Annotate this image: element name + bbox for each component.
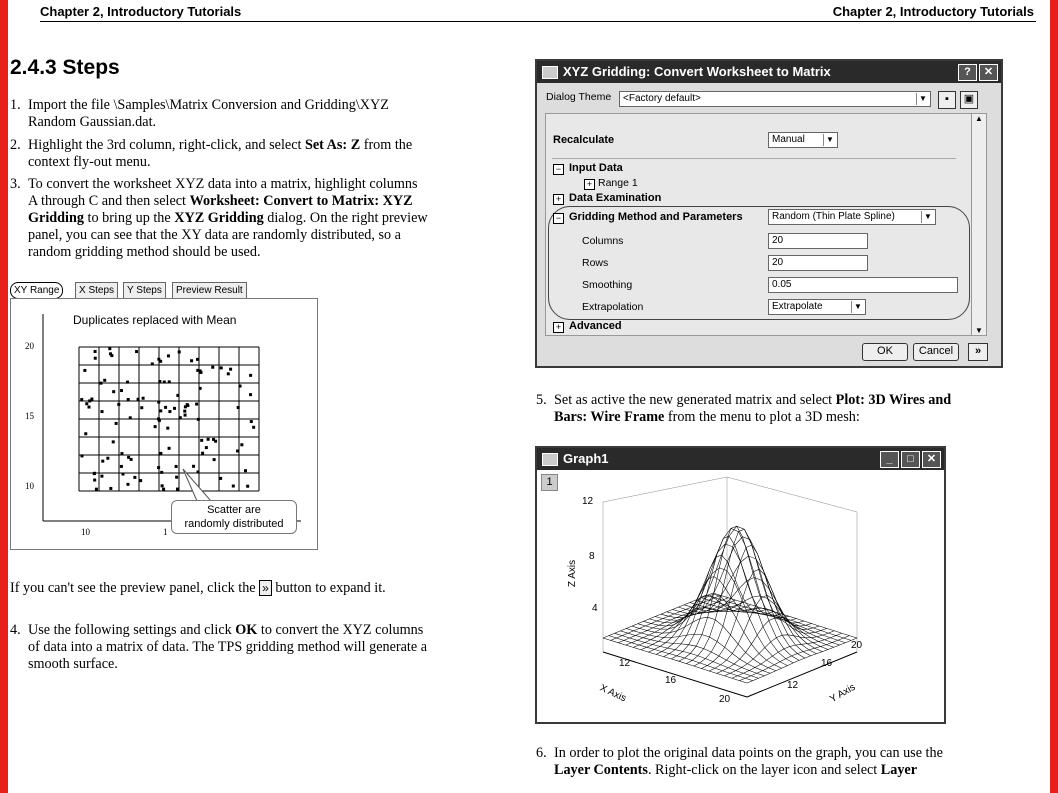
preview-ytick: 20 (25, 341, 34, 351)
z-tick: 4 (592, 603, 598, 614)
expand-node-icon[interactable]: + (553, 322, 564, 333)
header-rule (40, 21, 1036, 22)
mesh-line (667, 537, 811, 656)
theme-label: Dialog Theme (546, 91, 612, 103)
mesh-line (701, 598, 845, 643)
chevron-down-icon: ▼ (851, 301, 864, 313)
x-tick: 16 (665, 675, 677, 686)
step-1: 1. Import the file \Samples\Matrix Conversion and Gridding\XYZ Random Gaussian.dat. (10, 97, 389, 130)
graph1-window (535, 446, 946, 724)
mesh-line (739, 636, 849, 681)
expand-icon: » (259, 580, 272, 596)
expand-button[interactable]: » (968, 343, 988, 361)
columns-label: Columns (582, 235, 624, 247)
section-title: 2.4.3 Steps (10, 56, 120, 79)
help-icon[interactable]: ? (958, 64, 977, 81)
gridding-label: Gridding Method and Parameters (569, 211, 743, 223)
mesh-line (615, 633, 759, 678)
rows-input[interactable]: 20 (768, 255, 868, 271)
rows-label: Rows (582, 257, 609, 269)
window-icon (542, 66, 558, 79)
chevron-down-icon: ▼ (916, 93, 929, 105)
expand-node-icon[interactable]: + (553, 194, 564, 205)
layer-icon[interactable]: 1 (541, 474, 558, 491)
cancel-button[interactable]: Cancel (913, 343, 959, 361)
columns-input[interactable]: 20 (768, 233, 868, 249)
step-6: 6. In order to plot the original data points on the graph, you can use the Layer Contents. Right-click on the layer icon and select Layer (536, 745, 943, 778)
range1-label: Range 1 (598, 177, 638, 189)
wireframe-plot (537, 472, 940, 720)
graph-window-icon (542, 453, 558, 466)
y-tick: 16 (821, 658, 833, 669)
data-exam-label: Data Examination (569, 192, 662, 204)
close-icon[interactable]: ✕ (922, 451, 941, 468)
collapse-icon[interactable]: − (553, 213, 564, 224)
z-tick: 12 (582, 496, 594, 507)
preview-panel (10, 298, 318, 550)
header-left: Chapter 2, Introductory Tutorials (40, 4, 242, 19)
scroll-down-icon[interactable]: ▼ (975, 326, 983, 335)
dialog-title-bar (537, 61, 1001, 83)
tab-y-steps[interactable]: Y Steps (123, 282, 166, 299)
settings-tree (545, 113, 972, 336)
minimize-icon[interactable]: _ (880, 451, 899, 468)
graph-title: Graph1 (563, 451, 609, 466)
tab-preview-result[interactable]: Preview Result (172, 282, 247, 299)
input-data-label: Input Data (569, 162, 623, 174)
y-tick: 20 (851, 640, 863, 651)
tab-x-steps[interactable]: X Steps (75, 282, 118, 299)
dialog-scrollbar[interactable] (971, 113, 987, 336)
theme-select[interactable]: <Factory default> ▼ (619, 91, 931, 107)
scroll-up-icon[interactable]: ▲ (975, 114, 983, 123)
mesh-line (696, 600, 840, 645)
save-theme-icon[interactable]: ▪ (938, 91, 956, 109)
collapse-icon[interactable]: − (553, 164, 564, 175)
step-2: 2. Highlight the 3rd column, right-click, and select Set As: Z from the context fly-out menu. (10, 137, 413, 170)
tab-xy-range[interactable]: XY Range (10, 282, 63, 299)
ok-button[interactable]: OK (862, 343, 908, 361)
smoothing-label: Smoothing (582, 279, 633, 291)
x-tick: 20 (719, 694, 731, 705)
y-tick: 12 (787, 680, 799, 691)
extrapolation-select[interactable]: Extrapolate ▼ (768, 299, 866, 315)
chevron-down-icon: ▼ (823, 134, 836, 146)
maximize-icon[interactable]: □ (901, 451, 920, 468)
recalculate-label: Recalculate (553, 134, 615, 146)
save-as-theme-icon[interactable]: ▣ (960, 91, 978, 109)
mesh-line (649, 595, 759, 652)
recalculate-select[interactable]: Manual ▼ (768, 132, 838, 148)
smoothing-input[interactable]: 0.05 (768, 277, 958, 293)
preview-caption: Duplicates replaced with Mean (73, 313, 237, 327)
preview-ytick: 10 (25, 481, 34, 491)
z-tick: 8 (589, 551, 595, 562)
preview-xtick: 10 (81, 527, 90, 537)
mesh-line (609, 636, 753, 681)
xyz-gridding-dialog (535, 59, 1003, 368)
header-right: Chapter 2, Introductory Tutorials (832, 4, 1034, 19)
mesh-line (678, 578, 822, 652)
step-3: 3. To convert the worksheet XYZ data into a matrix, highlight columns A through C and then select Worksheet: Convert to Matrix: XYZ Gridding to bring up the XYZ Gridding dialog. On the right preview panel, you can see that the XY data are randomly distributed, so a random gridding method should be used. (10, 176, 428, 260)
left-border (0, 0, 8, 793)
gridding-method-select[interactable]: Random (Thin Plate Spline) ▼ (768, 209, 936, 225)
right-border (1050, 0, 1058, 793)
x-axis-label: X Axis (597, 682, 628, 705)
expand-note: If you can't see the preview panel, click the » button to expand it. (10, 580, 386, 596)
y-axis-label: Y Axis (828, 681, 858, 706)
chevron-down-icon: ▼ (921, 211, 934, 223)
close-icon[interactable]: ✕ (979, 64, 998, 81)
preview-ytick: 15 (25, 411, 34, 421)
preview-xtick: 1 (163, 527, 168, 537)
step-4: 4. Use the following settings and click OK to convert the XYZ columns of data into a matrix of data. The TPS gridding method will generate a smooth surface. (10, 622, 427, 672)
x-tick: 12 (619, 658, 631, 669)
dialog-title: XYZ Gridding: Convert Worksheet to Matrix (563, 64, 831, 79)
mesh-line (644, 568, 788, 666)
graph-title-bar (537, 448, 944, 470)
step-5: 5. Set as active the new generated matrix and select Plot: 3D Wires and Bars: Wire Frame from the menu to plot a 3D mesh: (536, 392, 952, 425)
extrapolation-label: Extrapolation (582, 301, 644, 313)
z-axis-label: Z Axis (567, 559, 579, 588)
scatter-callout: Scatter are randomly distributed (171, 500, 297, 534)
expand-node-icon[interactable]: + (584, 179, 595, 190)
advanced-label: Advanced (569, 320, 622, 332)
